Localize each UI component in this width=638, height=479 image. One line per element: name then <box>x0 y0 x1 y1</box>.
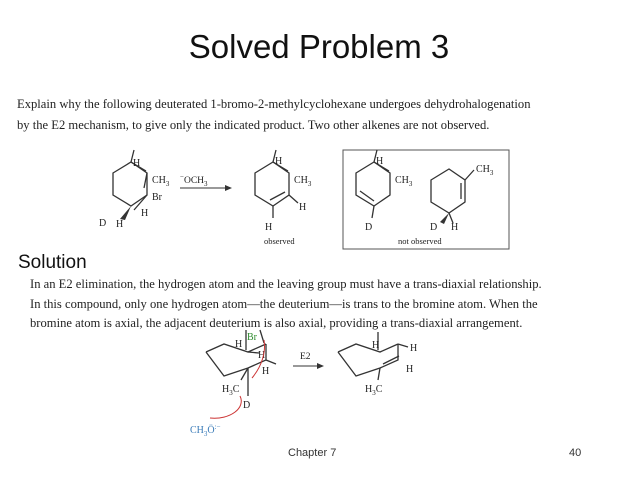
sm-wedge-d <box>120 206 131 220</box>
footer-page-number: 40 <box>569 447 582 459</box>
reaction-arrow-2 <box>293 352 324 369</box>
methoxide-base: $CH_3Ö^{:-}$ <box>190 423 221 438</box>
chair-product <box>338 332 417 397</box>
footer-chapter: Chapter 7 <box>288 447 337 459</box>
product-not-observed-2 <box>398 164 494 246</box>
product-not-observed-1 <box>356 150 413 233</box>
reagent-methoxide: $^-OCH_3$ <box>180 173 208 188</box>
sm-d: D <box>99 218 107 229</box>
p3-ch3: $CH_3$ <box>476 164 494 177</box>
p2-d: D <box>365 222 373 233</box>
problem-line-2: by the E2 mechanism, to give only the indicated product. Two other alkenes are not observed. <box>17 118 490 132</box>
solution-line-1: In an E2 elimination, the hydrogen atom and the leaving group must have a trans-diaxial relationship. <box>30 277 542 291</box>
p2-ch3: $CH_3$ <box>395 175 413 188</box>
chair-conformation <box>190 330 276 438</box>
slide-title: Solved Problem 3 <box>188 28 450 65</box>
prod-top-edge <box>338 344 398 352</box>
p2-double-bond <box>360 191 374 201</box>
p2-h-top: H <box>376 156 384 167</box>
solution-heading: Solution <box>18 252 87 273</box>
p3-h: H <box>451 222 459 233</box>
prod-h-top: H <box>372 340 380 351</box>
base-attack-arrow <box>210 396 241 418</box>
sm-h-top: H <box>133 158 141 169</box>
sm-h-bottom: H <box>116 219 124 230</box>
solution-line-2: In this compound, only one hydrogen atom—the deuterium—is trans to the bromine atom. When the <box>30 296 538 311</box>
chair-bond-h-right <box>266 360 276 364</box>
starting-material <box>99 150 170 230</box>
p2-bond-d <box>372 206 374 218</box>
solution-text <box>30 275 630 334</box>
p3-ring <box>431 169 465 213</box>
observed-label: observed <box>264 236 295 246</box>
chair-d: D <box>243 400 251 411</box>
prod-bond-ch3 <box>378 368 380 380</box>
reaction-arrow-1 <box>180 173 232 191</box>
product-observed <box>255 150 312 246</box>
chair-h-mid: H <box>258 350 266 361</box>
p1-ch3: $CH_3$ <box>294 175 312 188</box>
prod-h-right: H <box>410 343 418 354</box>
prod-h-mid: H <box>406 364 414 375</box>
prod-bottom-edge <box>338 344 398 376</box>
prod-bond-h-right <box>398 344 408 347</box>
problem-line-1: Explain why the following deuterated 1-bromo-2-methylcyclohexane undergoes dehydrohalogenation <box>17 97 531 111</box>
chair-br: Br <box>247 332 257 343</box>
arrow-label-e2: E2 <box>300 352 311 362</box>
sm-h-right: H <box>141 208 149 219</box>
not-observed-label: not observed <box>398 236 442 246</box>
solution-line-3: bromine atom is axial, the adjacent deuterium is also axial, providing a trans-diaxial arrangement. <box>30 316 523 330</box>
arrow-head-2 <box>317 363 324 369</box>
p1-h-top: H <box>275 156 283 167</box>
p3-bond-ch3 <box>465 170 474 180</box>
sm-br: Br <box>152 192 162 203</box>
p3-wedge-d <box>440 213 449 224</box>
chair-h-right: H <box>262 366 270 377</box>
arrow-head <box>225 185 232 191</box>
p1-bond-h-right <box>289 195 298 203</box>
p1-h-right: H <box>299 202 307 213</box>
sm-ch3: $CH_3$ <box>152 175 170 188</box>
p3-d: D <box>430 222 438 233</box>
p1-h-bottom: H <box>265 222 273 233</box>
prod-h3c: $H_3C$ <box>365 384 383 397</box>
chair-h-top: H <box>235 339 243 350</box>
chair-h3c: $H_3C$ <box>222 384 240 397</box>
